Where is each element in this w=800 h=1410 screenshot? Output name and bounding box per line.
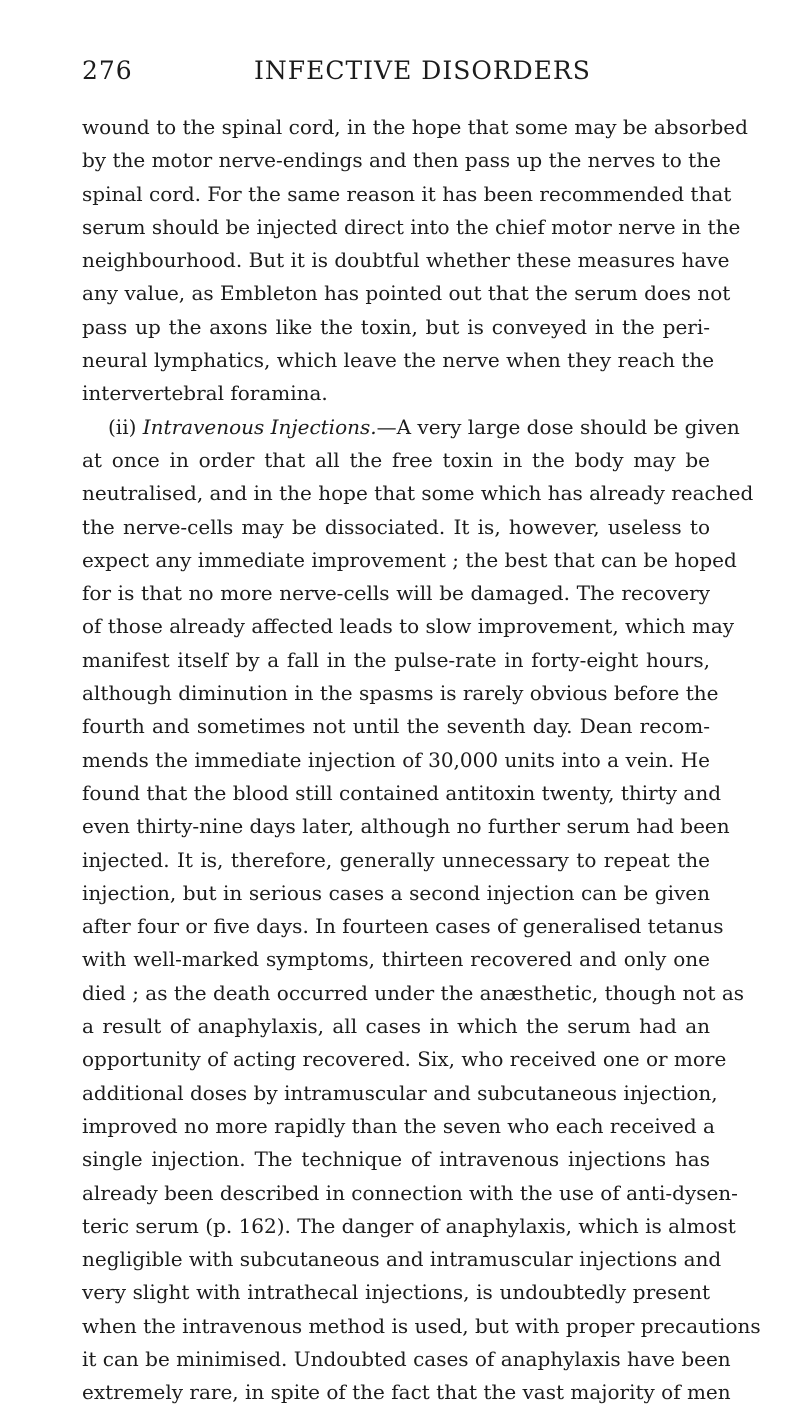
text-line: neutralised, and in the hope that some which has already reached: [82, 481, 754, 506]
text-line: a result of anaphylaxis, all cases in which the serum had an: [82, 1014, 710, 1039]
text-line: for is that no more nerve-cells will be damaged. The recovery: [82, 581, 710, 606]
text-line: it can be minimised. Undoubted cases of anaphylaxis have been: [82, 1346, 731, 1371]
text-line: manifest itself by a fall in the pulse-rate in forty-eight hours,: [82, 647, 710, 672]
text-line: very slight with intrathecal injections, is undoubtedly present: [82, 1280, 710, 1305]
section-ii-heading: Intravenous Injections.: [142, 414, 377, 439]
text-line: improved no more rapidly than the seven who each received a: [82, 1113, 715, 1138]
text-line: teric serum (p. 162). The danger of anaphylaxis, which is almost: [82, 1213, 736, 1238]
text-line: with well-marked symptoms, thirteen recovered and only one: [82, 947, 710, 972]
text-line: died ; as the death occurred under the anæsthetic, though not as: [82, 980, 745, 1005]
text-line: injection, but in serious cases a second injection can be given: [82, 880, 710, 905]
text-line: spinal cord. For the same reason it has been recommended that: [82, 181, 732, 206]
text-line: wound to the spinal cord, in the hope that some may be absorbed: [82, 115, 748, 139]
text-line: extremely rare, in spite of the fact that the vast majority of men: [82, 1380, 731, 1405]
text-line: of those already affected leads to slow improvement, which may: [82, 614, 735, 639]
text-line: after four or five days. In fourteen cases of generalised tetanus: [82, 914, 724, 939]
text-line: the nerve-cells may be dissociated. It is, however, useless to: [82, 514, 710, 539]
text-line: expect any immediate improvement ; the best that can be hoped: [82, 547, 737, 572]
body-text: [82, 111, 761, 1410]
section-ii-lead-text: —A very large dose should be given: [376, 414, 740, 439]
text-line: by the motor nerve-endings and then pass up the nerves to the: [82, 148, 721, 173]
page-number: 276: [82, 56, 133, 85]
text-line: although diminution in the spasms is rarely obvious before the: [82, 681, 719, 706]
text-line: fourth and sometimes not until the seventh day. Dean recom-: [82, 714, 710, 739]
text-line: serum should be injected direct into the chief motor nerve in the: [82, 214, 741, 239]
text-line: opportunity of acting recovered. Six, who received one or more: [82, 1047, 727, 1072]
text-line: additional doses by intramuscular and subcutaneous injection,: [82, 1080, 718, 1105]
text-line: any value, as Embleton has pointed out that the serum does not: [82, 281, 731, 306]
text-line: mends the immediate injection of 30,000 units into a vein. He: [82, 747, 710, 772]
text-line: found that the blood still contained antitoxin twenty, thirty and: [82, 780, 722, 805]
text-line: single injection. The technique of intravenous injections has: [82, 1147, 710, 1172]
text-line: neural lymphatics, which leave the nerve when they reach the: [82, 348, 715, 373]
section-ii-first-line: [82, 411, 740, 444]
text-line: at once in order that all the free toxin in the body may be: [82, 447, 710, 472]
text-line: already been described in connection with the use of anti-dysen-: [82, 1180, 738, 1205]
section-ii-number: (ii): [108, 414, 143, 439]
text-line: intervertebral foramina.: [82, 381, 328, 406]
running-head: INFECTIVE DISORDERS: [254, 56, 591, 85]
text-line: when the intravenous method is used, but with proper precautions: [82, 1313, 761, 1338]
text-line: negligible with subcutaneous and intramuscular injections and: [82, 1247, 722, 1272]
text-line: pass up the axons like the toxin, but is conveyed in the peri-: [82, 314, 710, 339]
text-line: neighbourhood. But it is doubtful whether these measures have: [82, 248, 730, 273]
text-line: even thirty-nine days later, although no further serum had been: [82, 814, 730, 839]
page-header: [82, 56, 710, 96]
text-line: injected. It is, therefore, generally unnecessary to repeat the: [82, 847, 710, 872]
